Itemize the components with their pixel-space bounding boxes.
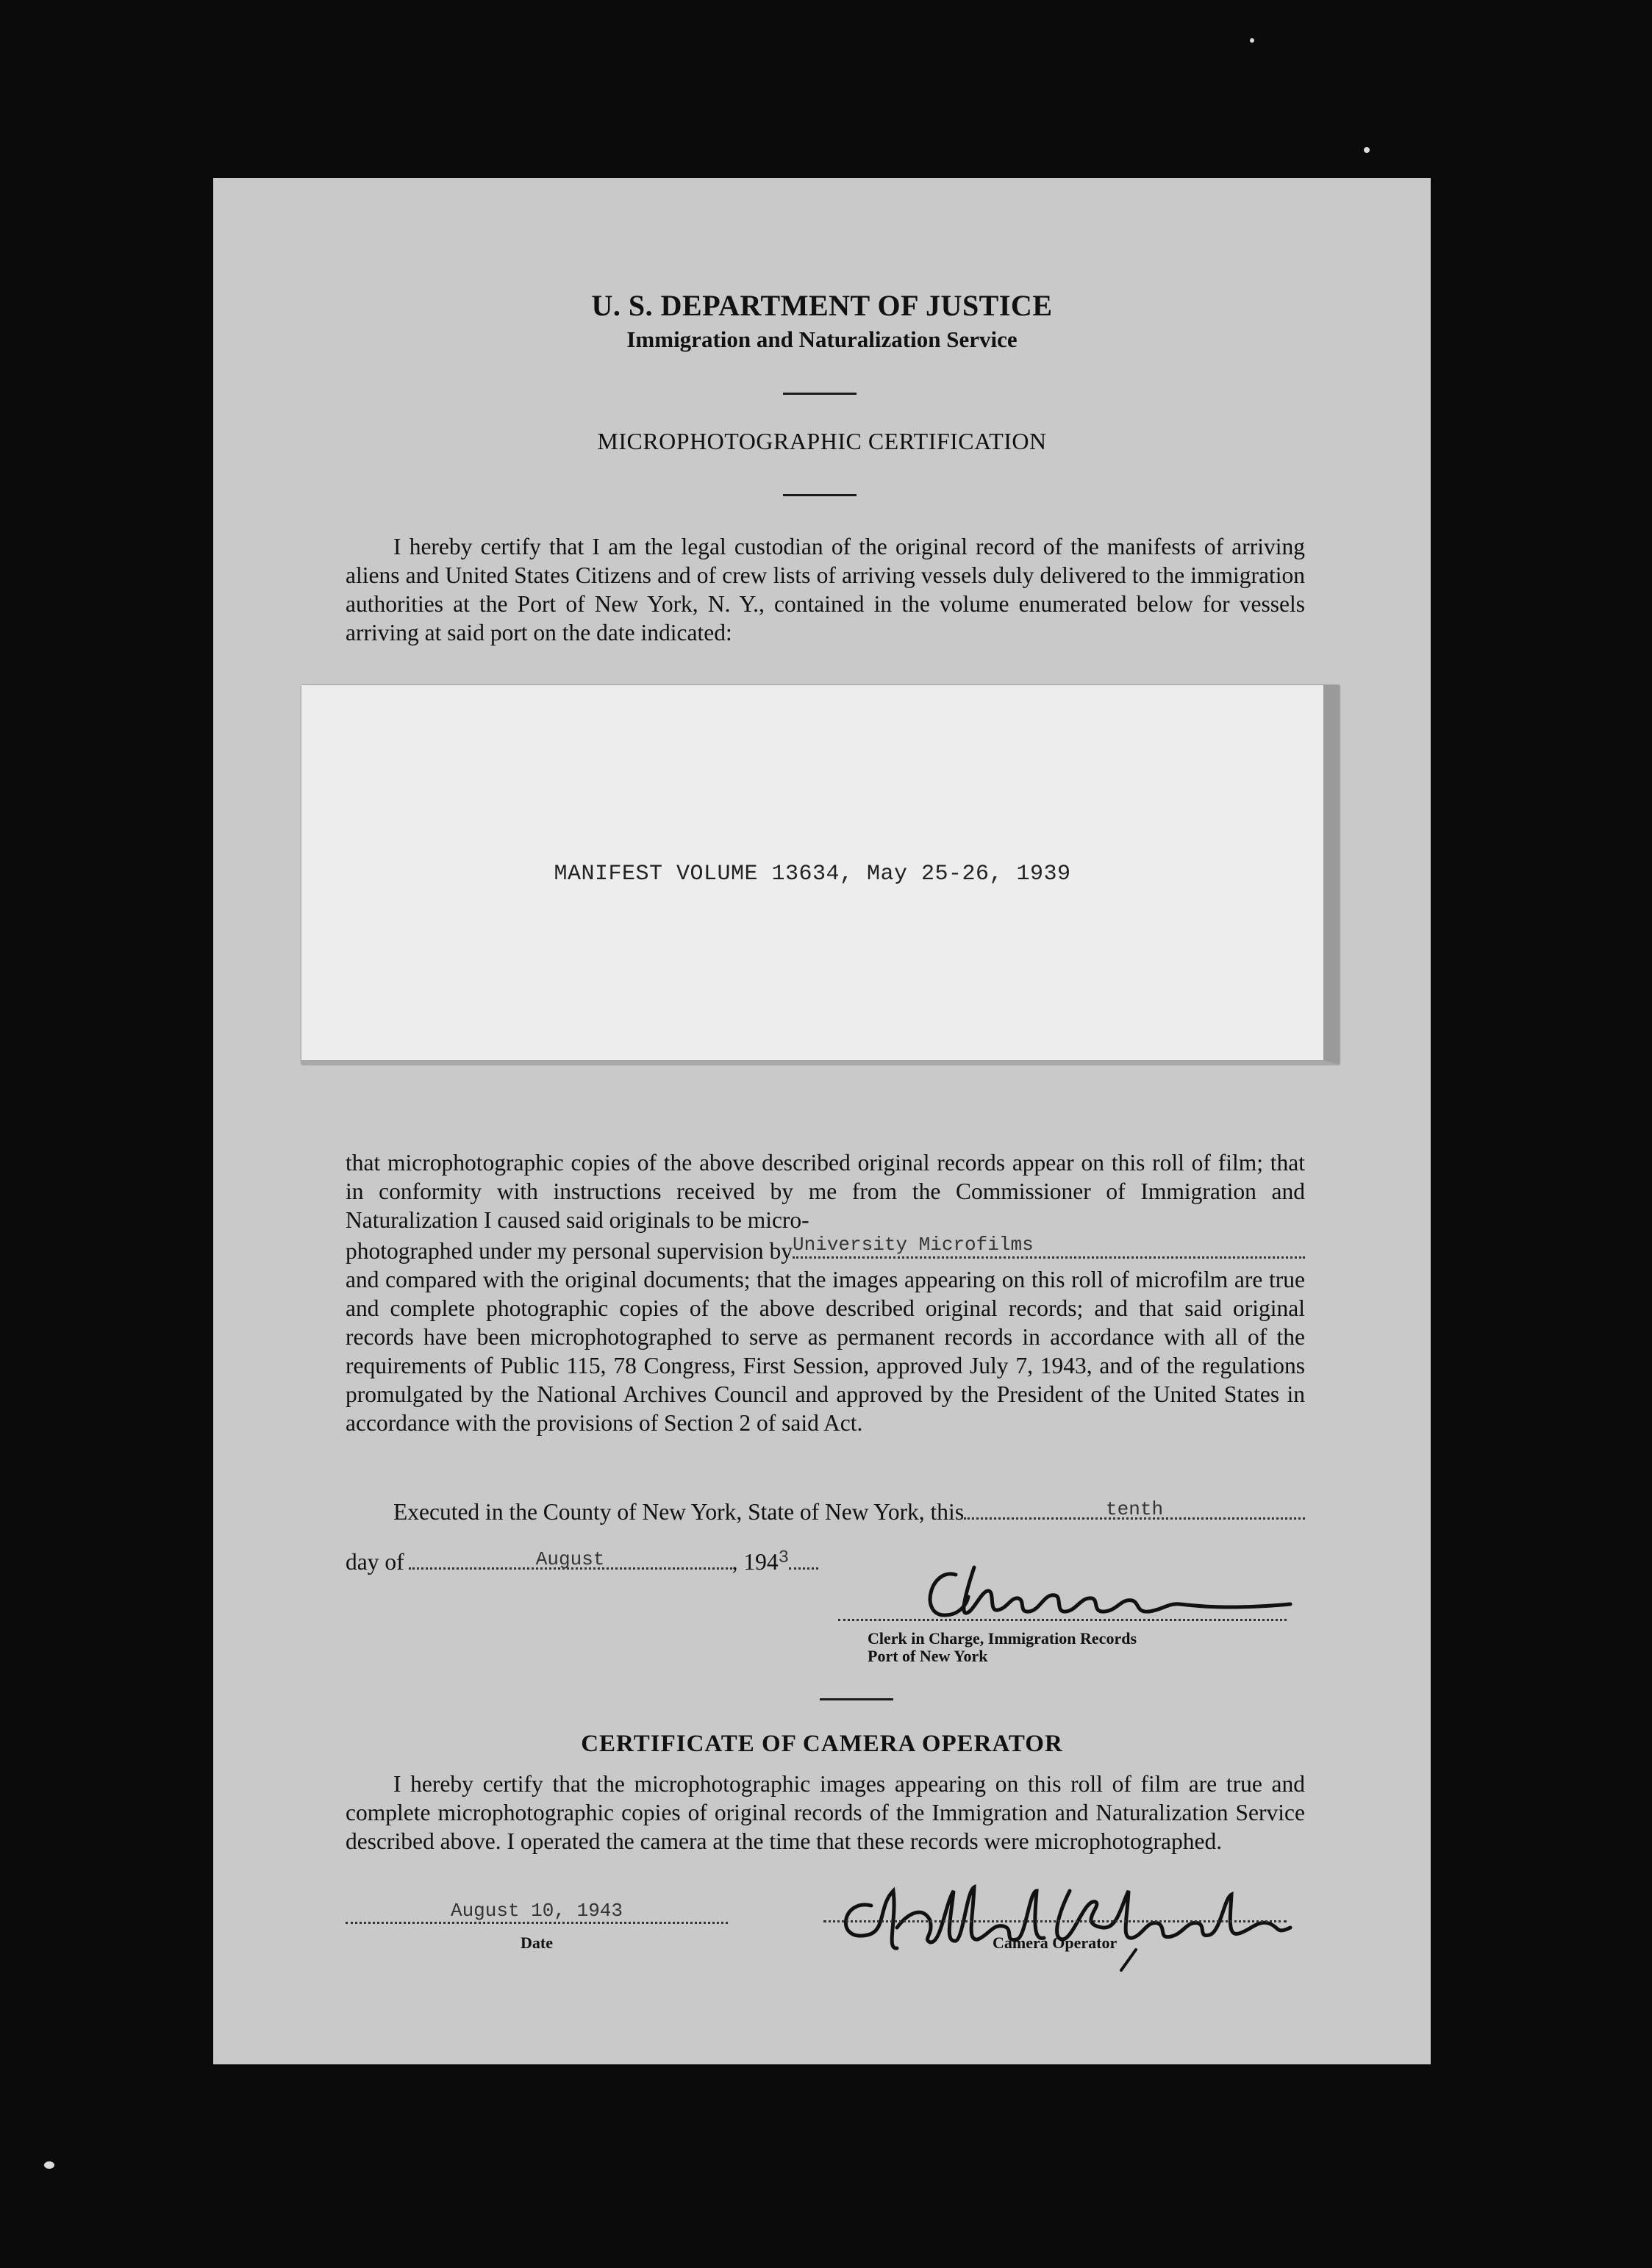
clerk-title-line-2: Port of New York [868, 1647, 988, 1665]
divider [820, 1698, 893, 1700]
custodian-statement: I hereby certify that I am the legal custodian of the original record of the manifests of arriving aliens and United States Citizens and of crew lists of arriving vessels duly delivered to the immigration authorities at the Port of New York, N. Y., contained in the volume enumerated below for vessels arriving at said port on the date indicated: [346, 534, 1305, 645]
film-speck [1364, 147, 1370, 153]
camera-operator-statement: I hereby certify that the microphotographic images appearing on this roll of film are true and complete microphotographic copies of original records of the Immigration and Naturalization Service described above. I operated the camera at the time that these records were microphotographed. [346, 1771, 1305, 1854]
camera-operator-heading: CERTIFICATE OF CAMERA OPERATOR [581, 1731, 1063, 1757]
by-prefix: photographed under my personal supervision by [346, 1238, 793, 1264]
year-prefix: , 194 [732, 1549, 779, 1575]
year-digit: 3 [778, 1548, 790, 1568]
executed-day-fill [964, 1494, 1305, 1520]
clerk-title-line-1: Clerk in Charge, Immigration Records [868, 1629, 1137, 1648]
body-part-2: and compared with the original documents; that the images appearing on this roll of microfilm are true and complete photographic copies of the above described original records; and that said original records have been microphotographed to serve as permanent records in accordance with all of the requirements of Public 115, 78 Congress, First Session, approved July 7, 1943, and of the regulations promulgated by the National Archives Council and approved by the President of the United States in accordance with the provisions of Section 2 of said Act. [346, 1267, 1305, 1436]
day-of-prefix: day of [346, 1549, 404, 1575]
month-fill [409, 1544, 732, 1570]
day-of-line [346, 1544, 860, 1575]
microfilm-company: University Microfilms [793, 1234, 1034, 1256]
manifest-volume-label: MANIFEST VOLUME 13634, May 25-26, 1939 [554, 862, 1071, 887]
divider [783, 393, 857, 395]
certification-body [346, 1148, 1305, 1437]
clerk-signature-line [838, 1619, 1287, 1621]
body-part-1: that microphotographic copies of the above described original records appear on this roll of film; that in conformity with instructions received by me from the Commissioner of Immigration and Naturalization I caused said originals to be micro- [346, 1150, 1305, 1233]
executed-prefix: Executed in the County of New York, State of New York, this [393, 1499, 965, 1525]
film-speck [1250, 38, 1254, 43]
certificate-sheet [213, 178, 1431, 2064]
department-heading: U. S. DEPARTMENT OF JUSTICE [591, 289, 1053, 322]
executed-day: tenth [1106, 1498, 1164, 1520]
executed-line [393, 1494, 1305, 1525]
operator-date: August 10, 1943 [450, 1900, 623, 1922]
service-subheading: Immigration and Naturalization Service [626, 326, 1018, 352]
supervision-line [346, 1234, 1305, 1265]
camera-operator-signature-line [823, 1920, 1287, 1922]
form-title: MICROPHOTOGRAPHIC CERTIFICATION [597, 428, 1047, 454]
divider [783, 494, 857, 496]
film-speck [44, 2161, 54, 2169]
by-name-fill [793, 1234, 1305, 1259]
clerk-title [868, 1630, 1137, 1665]
month-value: August [535, 1548, 605, 1570]
date-label: Date [521, 1933, 553, 1952]
camera-operator-label: Camera Operator [993, 1933, 1118, 1952]
date-fill [346, 1898, 728, 1924]
year-fill [789, 1544, 818, 1570]
camera-operator-signature [827, 1861, 1298, 1972]
volume-slip [301, 685, 1340, 1065]
